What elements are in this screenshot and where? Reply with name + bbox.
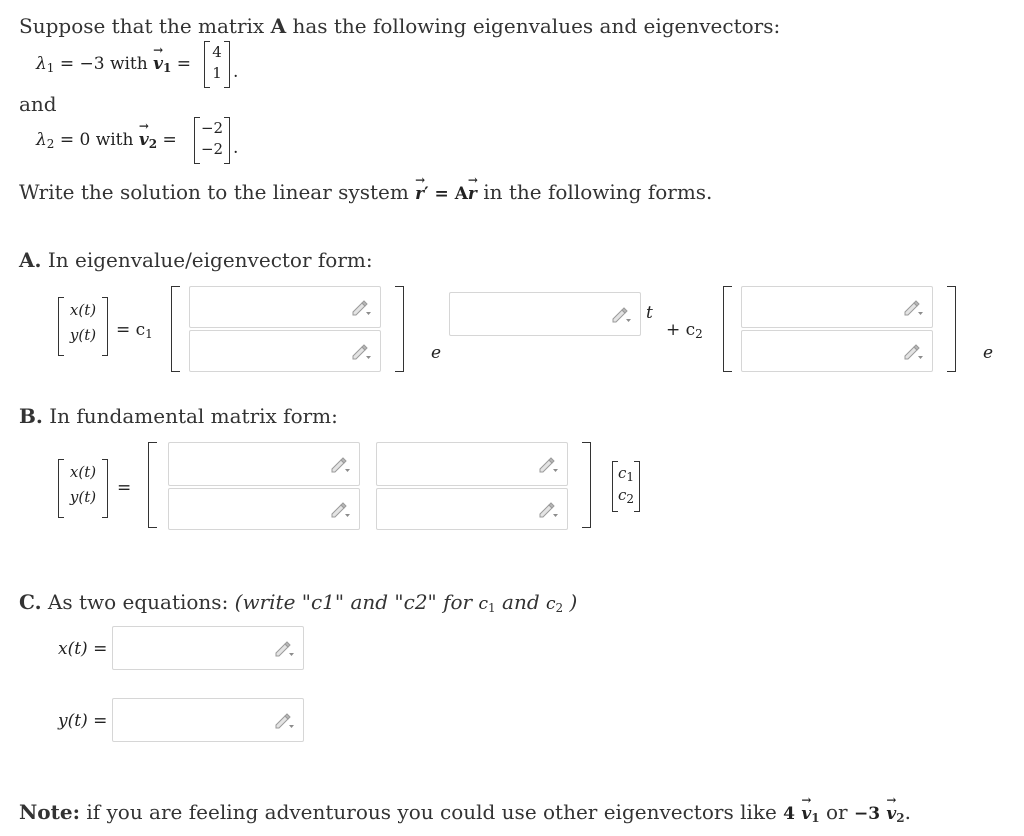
- intro-text: Suppose that the matrix A has the following eigenvalues and eigenvectors:: [19, 14, 781, 38]
- exp-e-1: e: [431, 343, 442, 363]
- and-text: and: [19, 92, 57, 116]
- y-label: y(t) =: [58, 711, 108, 731]
- bracket-right: [582, 442, 591, 528]
- pencil-dropdown-icon[interactable]: [902, 299, 924, 317]
- system-text: Write the solution to the linear system → r′ = A→ r in the following forms.: [19, 180, 712, 204]
- pencil-dropdown-icon[interactable]: [537, 501, 559, 519]
- matrix-cell-12[interactable]: [376, 442, 568, 486]
- bracket-right: [395, 286, 404, 372]
- pencil-dropdown-icon[interactable]: [329, 501, 351, 519]
- pencil-dropdown-icon[interactable]: [273, 712, 295, 730]
- eigenvector-1: 4 1: [204, 42, 230, 86]
- x-label: x(t) =: [58, 639, 108, 659]
- pencil-dropdown-icon[interactable]: [350, 343, 372, 361]
- eq-c1: = $c_1$: [116, 320, 153, 341]
- exponent-input[interactable]: [449, 292, 641, 336]
- pencil-dropdown-icon[interactable]: [610, 306, 632, 324]
- solution-vector-a: x(t) y(t): [58, 298, 108, 354]
- part-c-title: C. As two equations: (write "c1" and "c2" for $c_1$ and $c_2$ ): [19, 590, 578, 615]
- period: .: [233, 138, 239, 158]
- part-a-title: A. In eigenvalue/eigenvector form:: [19, 248, 373, 272]
- exp-e-2: e: [983, 343, 994, 363]
- bracket-left: [723, 286, 732, 372]
- part-b-title: B. In fundamental matrix form:: [19, 404, 338, 428]
- solution-vector-b: x(t) y(t): [58, 460, 108, 516]
- eigen-pair-1: $\lambda_1 = -3$ with → $v_1$ =: [36, 54, 191, 75]
- note-text: Note: if you are feeling adventurous you could use other eigenvectors like $4 \to v_1$ or $-3 \to v_2$.: [19, 800, 911, 825]
- matrix-cell-11[interactable]: [168, 442, 360, 486]
- v2-top-input[interactable]: [741, 286, 933, 328]
- v2-bottom-input[interactable]: [741, 330, 933, 372]
- bracket-left: [148, 442, 157, 528]
- pencil-dropdown-icon[interactable]: [902, 343, 924, 361]
- matrix-symbol: A: [270, 14, 287, 38]
- plus-c2: + $c_2$: [666, 320, 703, 341]
- constant-vector: $c_1$ $c_2$: [612, 462, 640, 510]
- eigenvector-2: −2 −2: [194, 118, 230, 162]
- x-equation-input[interactable]: [112, 626, 304, 670]
- exp-t: t: [646, 303, 653, 323]
- pencil-dropdown-icon[interactable]: [273, 640, 295, 658]
- y-equation-input[interactable]: [112, 698, 304, 742]
- pencil-dropdown-icon[interactable]: [329, 456, 351, 474]
- eq-sign: =: [117, 478, 132, 498]
- pencil-dropdown-icon[interactable]: [537, 456, 559, 474]
- bracket-right: [947, 286, 956, 372]
- bracket-left: [171, 286, 180, 372]
- v1-bottom-input[interactable]: [189, 330, 381, 372]
- eigen-pair-2: $\lambda_2 = 0$ with → $v_2$ =: [36, 130, 177, 151]
- pencil-dropdown-icon[interactable]: [350, 299, 372, 317]
- matrix-cell-21[interactable]: [168, 488, 360, 530]
- period: .: [233, 62, 239, 82]
- matrix-cell-22[interactable]: [376, 488, 568, 530]
- v1-top-input[interactable]: [189, 286, 381, 328]
